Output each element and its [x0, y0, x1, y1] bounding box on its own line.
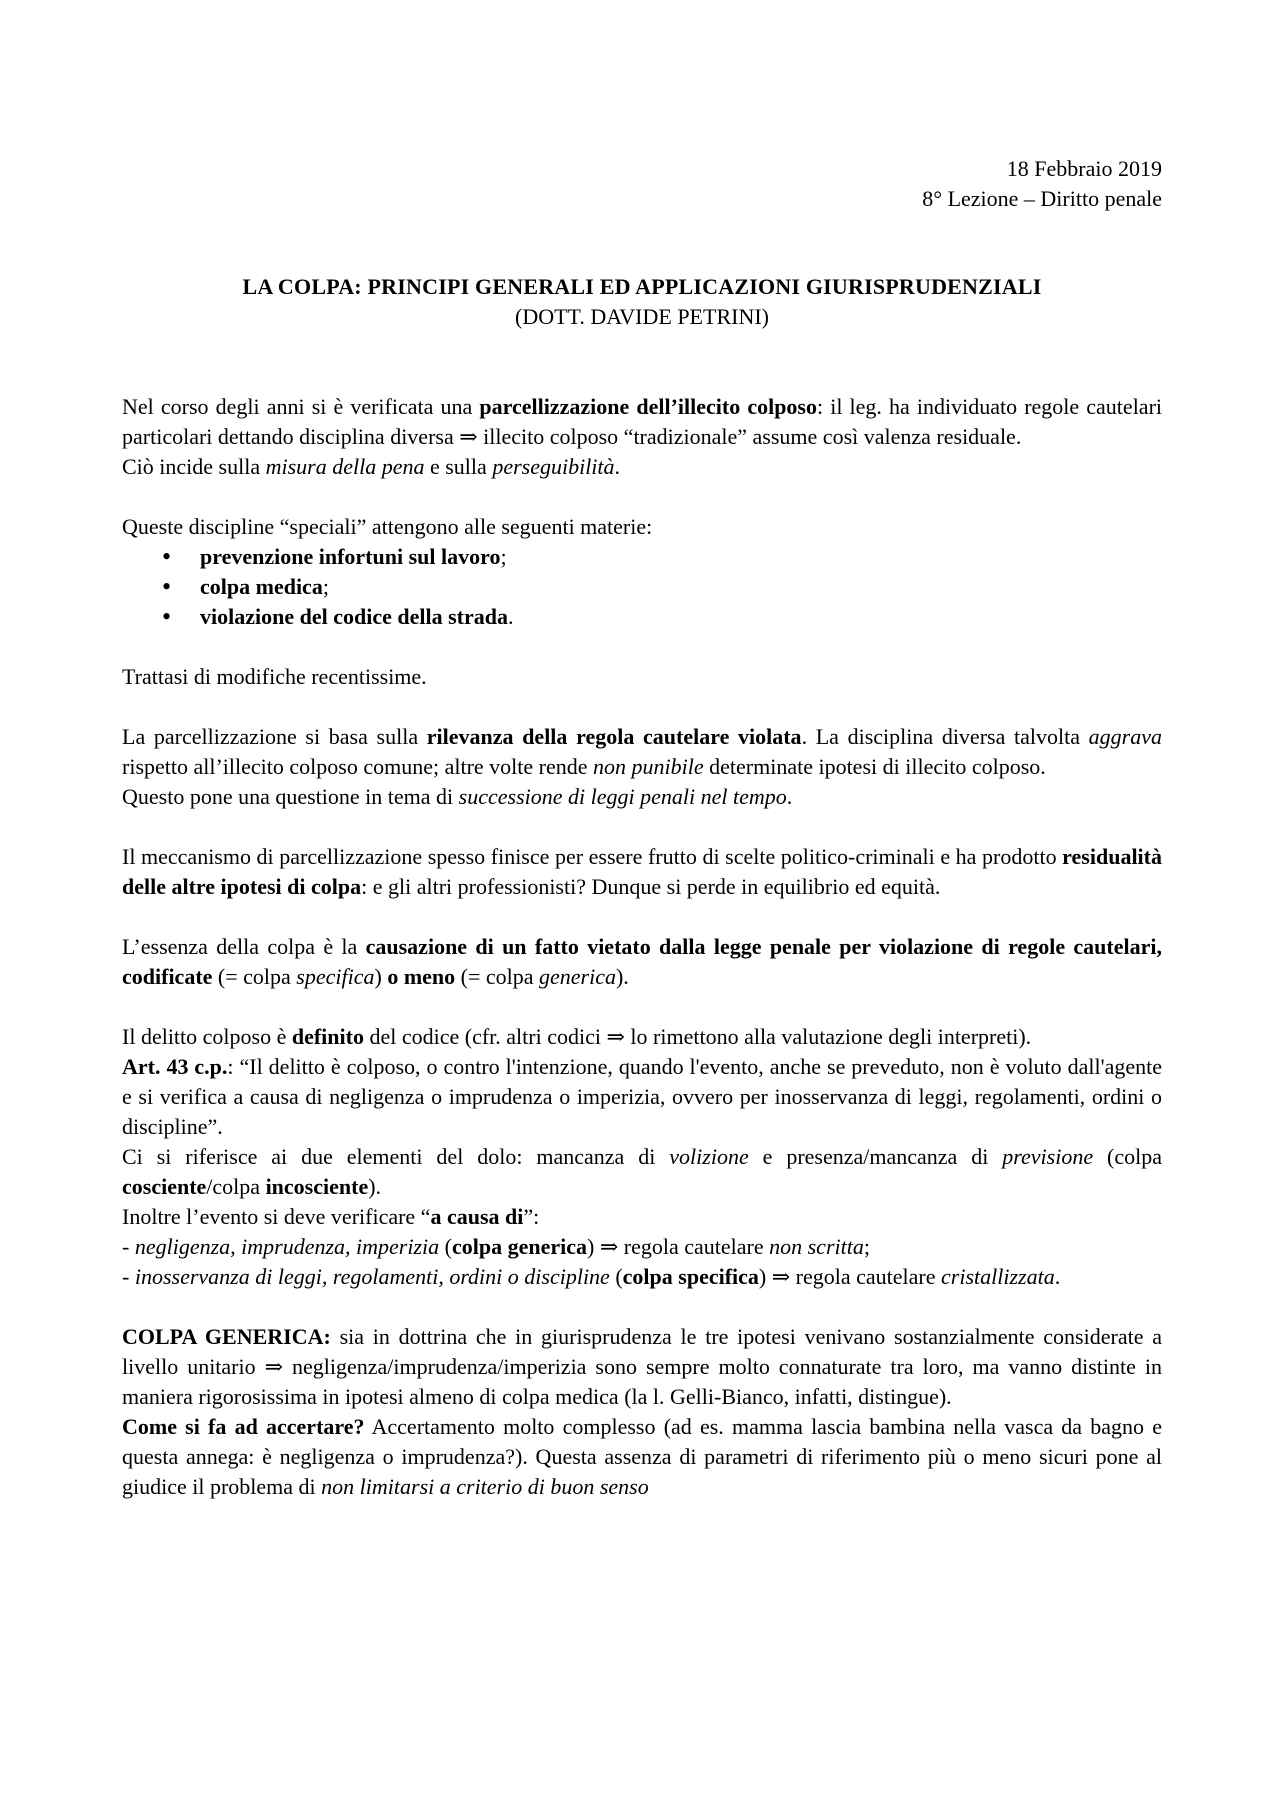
paragraph-art-43	[122, 1052, 1162, 1142]
bold-text: parcellizzazione dell’illecito colposo	[479, 394, 817, 419]
text: -	[122, 1264, 135, 1289]
text: .	[507, 604, 514, 629]
text: del codice (cfr. altri codici ⇒ lo rimettono alla valutazione degli interpreti).	[363, 1024, 1032, 1049]
bold-text: Art. 43 c.p.	[122, 1054, 228, 1079]
paragraph-accertare	[122, 1412, 1162, 1502]
italic-text: aggrava	[1088, 724, 1162, 749]
bold-text: prevenzione infortuni sul lavoro	[200, 544, 501, 569]
paragraph-colpa-generica	[122, 1322, 1162, 1412]
text: Il delitto colposo è	[122, 1024, 292, 1049]
italic-text: successione di leggi penali nel tempo	[458, 784, 787, 809]
italic-text: misura della pena	[265, 454, 425, 479]
italic-text: non punibile	[593, 754, 704, 779]
text: Ci si riferisce ai due elementi del dolo: mancanza di	[122, 1144, 670, 1169]
text: ;	[500, 544, 507, 569]
text: Nel corso degli anni si è verificata una	[122, 394, 480, 419]
italic-text: generica	[539, 964, 616, 989]
text: rispetto all’illecito colposo comune; altre volte rende	[122, 754, 594, 779]
bold-text: colpa specifica	[622, 1264, 759, 1289]
bold-text: definito	[291, 1024, 364, 1049]
text: .	[786, 784, 793, 809]
paragraph-elementi-dolo	[122, 1142, 1162, 1202]
text: Ciò incide sulla	[122, 454, 266, 479]
text: (= colpa	[455, 964, 540, 989]
text: Questo pone una questione in tema di	[122, 784, 459, 809]
document-header	[922, 154, 1162, 214]
italic-text: perseguibilità	[492, 454, 615, 479]
bold-text: Come si fa ad accertare?	[122, 1414, 365, 1439]
title-block	[122, 272, 1162, 332]
document-author: (DOTT. DAVIDE PETRINI)	[515, 304, 769, 329]
text: (colpa	[1093, 1144, 1162, 1169]
italic-text: previsione	[1002, 1144, 1094, 1169]
paragraph-rilevanza	[122, 722, 1162, 782]
paragraph-parcellizzazione	[122, 392, 1162, 452]
paragraph-delitto-colposo	[122, 1022, 1162, 1052]
paragraph-misura-pena	[122, 452, 1162, 482]
lesson-date: 18 Febbraio 2019	[1006, 156, 1162, 181]
text: e presenza/mancanza di	[748, 1144, 1003, 1169]
text: ) ⇒ regola cautelare	[758, 1264, 942, 1289]
text: ;	[322, 574, 329, 599]
bold-text: violazione del codice della strada	[200, 604, 508, 629]
text: ;	[863, 1234, 870, 1259]
bold-text: o meno	[387, 964, 456, 989]
text: -	[122, 1234, 135, 1259]
text: sia in dottrina che in giurisprudenza le tre ipotesi venivano sostanzialmente considerate a livello unitario ⇒ negligenza/imprudenza/imperizia sono sempre molto connaturate tra loro, ma vanno distinte in maniera rigorosissima in ipotesi almeno di colpa medica (la l. Gelli-Bianco, infatti, distingue).	[122, 1324, 1162, 1409]
text: ”:	[523, 1204, 540, 1229]
paragraph-meccanismo	[122, 842, 1162, 902]
text: : il leg. ha individuato regole cautelari particolari dettando disciplina diversa ⇒ illecito colposo “tradizionale” assume così valenza residuale.	[122, 394, 1163, 449]
bold-text: rilevanza della regola cautelare violata	[426, 724, 802, 749]
bold-text: COLPA GENERICA:	[122, 1324, 331, 1349]
text: .	[1054, 1264, 1061, 1289]
bold-text: causazione di un fatto vietato dalla legge penale per violazione di regole cautelari, codificate	[122, 934, 1162, 989]
text: /colpa	[206, 1174, 266, 1199]
text: : e gli altri professionisti? Dunque si perde in equilibrio ed equità.	[361, 874, 941, 899]
text: ).	[615, 964, 629, 989]
paragraph-modifiche: Trattasi di modifiche recentissime.	[122, 664, 427, 689]
paragraph-a-causa-di	[122, 1202, 1162, 1232]
italic-text: non limitarsi a criterio di buon senso	[321, 1474, 649, 1499]
text: ).	[368, 1174, 382, 1199]
italic-text: cristallizzata	[941, 1264, 1055, 1289]
bold-text: incosciente	[265, 1174, 369, 1199]
text: (	[439, 1234, 452, 1259]
italic-text: non scritta	[769, 1234, 864, 1259]
paragraph-colpa-generica-item	[122, 1232, 1162, 1262]
bold-text: a causa di	[430, 1204, 524, 1229]
text: determinate ipotesi di illecito colposo.	[703, 754, 1046, 779]
document-body	[122, 392, 1162, 1502]
text: . La disciplina diversa talvolta	[801, 724, 1089, 749]
text: .	[614, 454, 621, 479]
materie-list	[122, 542, 1162, 632]
bold-text: residualità delle altre ipotesi di colpa	[122, 844, 1162, 899]
bold-text: colpa medica	[200, 574, 323, 599]
text: La parcellizzazione si basa sulla	[122, 724, 427, 749]
list-item	[122, 542, 1162, 572]
italic-text: specifica	[296, 964, 375, 989]
text: ) ⇒ regola cautelare	[587, 1234, 770, 1259]
italic-text: volizione	[669, 1144, 749, 1169]
text: )	[374, 964, 388, 989]
text: e sulla	[424, 454, 493, 479]
text: Inoltre l’evento si deve verificare “	[122, 1204, 431, 1229]
italic-text: negligenza, imprudenza, imperizia	[134, 1234, 440, 1259]
bold-text: cosciente	[122, 1174, 207, 1199]
text: L’essenza della colpa è la	[122, 934, 366, 959]
paragraph-colpa-specifica-item	[122, 1262, 1162, 1292]
text: : “Il delitto è colposo, o contro l'intenzione, quando l'evento, anche se preveduto, non è voluto dall'agente e si verifica a causa di negligenza o imprudenza o imperizia, ovvero per inosservanza di leggi, regolamenti, ordini o discipline”.	[122, 1054, 1162, 1139]
document-title: LA COLPA: PRINCIPI GENERALI ED APPLICAZIONI GIURISPRUDENZIALI	[242, 274, 1042, 299]
text: Il meccanismo di parcellizzazione spesso finisce per essere frutto di scelte politico-criminali e ha prodotto	[122, 844, 1063, 869]
text: (= colpa	[212, 964, 297, 989]
italic-text: inosservanza di leggi, regolamenti, ordini o discipline	[134, 1264, 610, 1289]
paragraph-essenza	[122, 932, 1162, 992]
lesson-subject: 8° Lezione – Diritto penale	[922, 186, 1162, 211]
paragraph-discipline-speciali: Queste discipline “speciali” attengono alle seguenti materie:	[122, 514, 653, 539]
text: (	[609, 1264, 623, 1289]
paragraph-successione	[122, 782, 1162, 812]
text: Accertamento molto complesso (ad es. mamma lascia bambina nella vasca da bagno e questa annega: è negligenza o imprudenza?). Questa assenza di parametri di riferimento più o meno sicuri pone al giudice il problema di	[122, 1414, 1162, 1499]
list-item	[122, 572, 1162, 602]
list-item	[122, 602, 1162, 632]
bold-text: colpa generica	[451, 1234, 588, 1259]
